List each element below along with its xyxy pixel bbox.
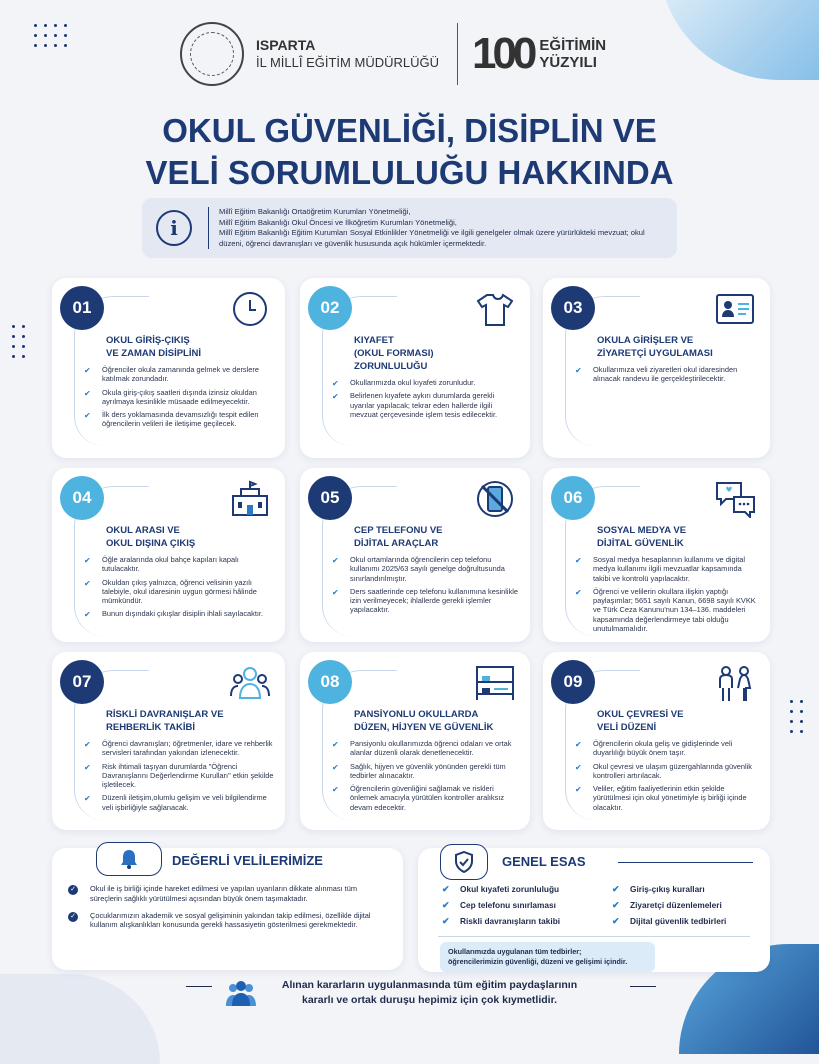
org-city: ISPARTA <box>256 37 316 53</box>
note-line1: Okullarımızda uygulanan tüm tedbirler; <box>448 947 582 956</box>
bullet-list <box>82 365 275 429</box>
people-group-icon <box>229 664 271 702</box>
bullet-list <box>573 739 760 812</box>
chat-bubbles-icon <box>714 480 756 518</box>
ministry-seal-logo <box>180 22 244 86</box>
note-line2: öğrencilerimizin güvenliği, düzeni ve gelişimi içindir. <box>448 957 628 966</box>
bullet-item: ✔ Öğrenci ve velilerin okullara ilişkin yaptığı paylaşımlar; 5651 sayılı Kanun, 6698 sayılı KVKK ve Türk Ceza Kanunu'nun 134–136. maddeleri kapsamında değerlendirmeye tabi olduğu unutulmamalıdır. <box>573 587 760 633</box>
parents-title: DEĞERLİ VELİLERİMİZE <box>172 853 323 868</box>
section-card-08 <box>300 652 530 830</box>
section-number: 04 <box>60 476 104 520</box>
bullet-item: ✔ Öğrencilerin güvenliğini sağlamak ve riskleri önlemek amacıyla yürütülen kontroller aralıksız devam edecektir. <box>330 784 520 812</box>
section-number: 05 <box>308 476 352 520</box>
bullet-list <box>82 555 275 619</box>
section-title: PANSİYONLU OKULLARDA DÜZEN, HİJYEN VE GÜVENLİK <box>354 709 494 733</box>
section-card-07 <box>52 652 285 830</box>
section-body <box>330 524 520 619</box>
centenary-logo-number: 100 <box>471 29 534 78</box>
general-title: GENEL ESAS <box>502 854 586 869</box>
bullet-item: ✔ Düzenli iletişim,olumlu gelişim ve veli bilgilendirme veli işbirliğiyle sağlanacak. <box>82 793 275 812</box>
parents-box <box>52 848 403 970</box>
elderly-couple-icon <box>714 664 756 702</box>
info-text <box>208 207 677 249</box>
org-name <box>256 37 439 71</box>
footer-line1: Alınan kararların uygulanmasında tüm eğitim paydaşlarının <box>281 979 578 991</box>
general-item: ✔ Giriş-çıkış kuralları <box>610 884 755 894</box>
bullet-item: ✔ Öğrenciler okula zamanında gelmek ve derslere katılmak zorundadır. <box>82 365 275 384</box>
header <box>180 22 606 86</box>
bullet-item: ✔ Öğle aralarında okul bahçe kapıları kapalı tutulacaktır. <box>82 555 275 574</box>
section-card-03 <box>543 278 770 458</box>
title-line1: OKUL GÜVENLİĞİ, DİSİPLİN VE <box>162 112 657 149</box>
bullet-item: ✔ Ders saatlerinde cep telefonu kullanımına kesinlikle izin verilmeyecek; ihlallerde gerekli işlemler yapılacaktır. <box>330 587 520 615</box>
section-card-09 <box>543 652 770 830</box>
section-body <box>573 524 760 637</box>
bullet-list <box>330 739 520 812</box>
bullet-list <box>82 739 275 812</box>
header-divider <box>457 23 458 85</box>
school-building-icon <box>229 480 271 518</box>
section-title: OKUL GİRİŞ-ÇIKIŞ VE ZAMAN DİSİPLİNİ <box>106 335 202 359</box>
clock-icon <box>229 290 271 328</box>
bullet-item: ✔ Veliler, eğitim faaliyetlerinin etkin şekilde yürütülmesi için okul yönetimiyle iş birliği içinde olacaktır. <box>573 784 760 812</box>
people-group-icon <box>224 980 258 1008</box>
centenary-logo-text <box>539 37 606 71</box>
bell-icon <box>96 842 162 876</box>
section-title: CEP TELEFONU VE DİJİTAL ARAÇLAR <box>354 525 443 549</box>
section-title: RİSKLİ DAVRANIŞLAR VE REHBERLİK TAKİBİ <box>106 709 224 733</box>
section-body <box>330 708 520 816</box>
centenary-line1: EĞİTİMİN <box>539 37 607 54</box>
section-body <box>573 708 760 816</box>
section-body <box>82 334 275 433</box>
bullet-item: ✔ Bunun dışındaki çıkışlar disiplin ihlali sayılacaktır. <box>82 609 275 618</box>
section-body <box>82 708 275 816</box>
org-title: İL MİLLÎ EĞİTİM MÜDÜRLÜĞÜ <box>256 55 439 70</box>
title-line2: VELİ SORUMLULUĞU HAKKINDA <box>145 154 674 191</box>
bullet-item: ✔ Belirlenen kıyafete aykırı durumlarda gerekli uyarılar yapılacak; tekrar eden hallerde ilgili mevzuat çerçevesinde işlem tesis edilecektir. <box>330 391 520 419</box>
bullet-item: ✔ Okuldan çıkış yalnızca, öğrenci velisinin yazılı talebiyle, okul idaresinin uygun görmesi hâlinde mümkündür. <box>82 578 275 606</box>
general-item: ✔ Ziyaretçi düzenlemeleri <box>610 900 755 910</box>
bullet-item: ✔ Pansiyonlu okullarımızda öğrenci odaları ve ortak alanlar düzenli olarak denetlenecektir. <box>330 739 520 758</box>
section-body <box>330 334 520 423</box>
parents-item: ✓ Çocuklarımızın akademik ve sosyal gelişiminin yakından takip edilmesi, özellikle dijital kullanım alışkanlıkları konusunda gerekli hassasiyetin gösterilmesi gerekmektedir. <box>68 911 389 931</box>
decor-dots <box>34 24 67 47</box>
section-number: 06 <box>551 476 595 520</box>
general-note <box>440 942 655 972</box>
section-card-01 <box>52 278 285 458</box>
footer-line2: kararlı ve ortak duruşu hepimiz için çok kıymetlidir. <box>301 994 557 1006</box>
bullet-item: ✔ Risk ihtimali taşıyan durumlarda "Öğrenci Davranışlarını Değerlendirme Kurulları" etkin şekilde işletilecek. <box>82 762 275 790</box>
bullet-item: ✔ Öğrenci davranışları; öğretmenler, idare ve rehberlik servisleri tarafından yakından izlenecektir. <box>82 739 275 758</box>
info-banner <box>142 198 677 258</box>
section-number: 07 <box>60 660 104 704</box>
bullet-list <box>573 365 760 384</box>
bullet-list <box>330 378 520 419</box>
section-title: OKUL ARASI VE OKUL DIŞINA ÇIKIŞ <box>106 525 196 549</box>
info-line: Millî Eğitim Bakanlığı Ortaöğretim Kurumları Yönetmeliği, <box>219 207 411 216</box>
bullet-item: ✔ Sağlık, hijyen ve güvenlik yönünden gerekli tüm tedbirler alınacaktır. <box>330 762 520 781</box>
bullet-item: ✔ İlk ders yoklamasında devamsızlığı tespit edilen öğrencilerin velileri ile iletişime geçilecek. <box>82 410 275 429</box>
section-number: 02 <box>308 286 352 330</box>
section-body <box>82 524 275 623</box>
section-card-02 <box>300 278 530 458</box>
section-card-06 <box>543 468 770 642</box>
section-body <box>573 334 760 388</box>
section-number: 03 <box>551 286 595 330</box>
no-phone-icon <box>474 480 516 518</box>
shield-check-icon <box>440 844 488 880</box>
section-number: 01 <box>60 286 104 330</box>
info-line: Millî Eğitim Bakanlığı Eğitim Kurumları Sosyal Etkinlikler Yönetmeliği ve ilgili genelgeler olmak üzere yürürlükteki mevzuat; okul düzeni, öğrenci davranışları ve güvenlik hususunda açık hükümler içermektedir. <box>219 228 645 248</box>
section-number: 08 <box>308 660 352 704</box>
general-item: ✔ Cep telefonu sınırlaması <box>440 900 610 910</box>
decor-blob-top-right <box>659 0 819 80</box>
arrow-left-decor <box>186 986 212 987</box>
parents-item: ✓ Okul ile iş birliği içinde hareket edilmesi ve yapılan uyarıların dikkate alınması tüm süreçlerin sağlıklı yürütülmesi açısından büyük önem taşımaktadır. <box>68 884 389 904</box>
general-box <box>418 848 770 972</box>
decor-dots <box>790 700 803 733</box>
bullet-item: ✔ Öğrencilerin okula geliş ve gidişlerinde veli duyarlılığı büyük önem taşır. <box>573 739 760 758</box>
divider <box>438 936 750 937</box>
bullet-item: ✔ Sosyal medya hesaplarının kullanımı ve digital medya kullanımı ilgili mevzuatlar kapsamında takibi ve kontrolü yapılacaktır. <box>573 555 760 583</box>
general-item: ✔ Riskli davranışların takibi <box>440 916 610 926</box>
bullet-item: ✔ Okullarımıza veli ziyaretleri okul idaresinden alınacak randevu ile gerçekleştirilecektir. <box>573 365 760 384</box>
section-title: OKUL ÇEVRESİ VE VELİ DÜZENİ <box>597 709 684 733</box>
section-title: KIYAFET (OKUL FORMASI) ZORUNLULUĞU <box>354 335 434 372</box>
bullet-list <box>330 555 520 615</box>
section-title: OKULA GİRİŞLER VE ZİYARETÇİ UYGULAMASI <box>597 335 713 359</box>
section-card-05 <box>300 468 530 642</box>
bunk-bed-icon <box>474 664 516 702</box>
decor-dots <box>12 325 25 358</box>
arrow-right-decor <box>630 986 656 987</box>
bullet-list <box>573 555 760 633</box>
title-rule <box>618 862 753 863</box>
info-icon: i <box>156 210 192 246</box>
id-card-icon <box>714 290 756 328</box>
bullet-item: ✔ Okul çevresi ve ulaşım güzergahlarında güvenlik kontrolleri artırılacak. <box>573 762 760 781</box>
footer-message <box>0 978 819 1008</box>
centenary-line2: YÜZYILI <box>539 54 597 71</box>
info-line: Millî Eğitim Bakanlığı Okul Öncesi ve İlköğretim Kurumları Yönetmeliği, <box>219 217 457 227</box>
general-item: ✔ Dijital güvenlik tedbirleri <box>610 916 755 926</box>
shirt-icon <box>474 290 516 328</box>
page-title <box>0 110 819 194</box>
bullet-item: ✔ Okula giriş-çıkış saatleri dışında izinsiz okuldan ayrılmaya kesinlikle müsaade edilmeyecektir. <box>82 388 275 407</box>
section-card-04 <box>52 468 285 642</box>
bullet-item: ✔ Okullarımızda okul kıyafeti zorunludur. <box>330 378 520 387</box>
section-number: 09 <box>551 660 595 704</box>
bullet-item: ✔ Okul ortamlarında öğrencilerin cep telefonu kullanımı 2025/63 sayılı genelge doğrultusunda sınırlandırılmıştır. <box>330 555 520 583</box>
section-title: SOSYAL MEDYA VE DİJİTAL GÜVENLİK <box>597 525 687 549</box>
general-item: ✔ Okul kıyafeti zorunluluğu <box>440 884 610 894</box>
